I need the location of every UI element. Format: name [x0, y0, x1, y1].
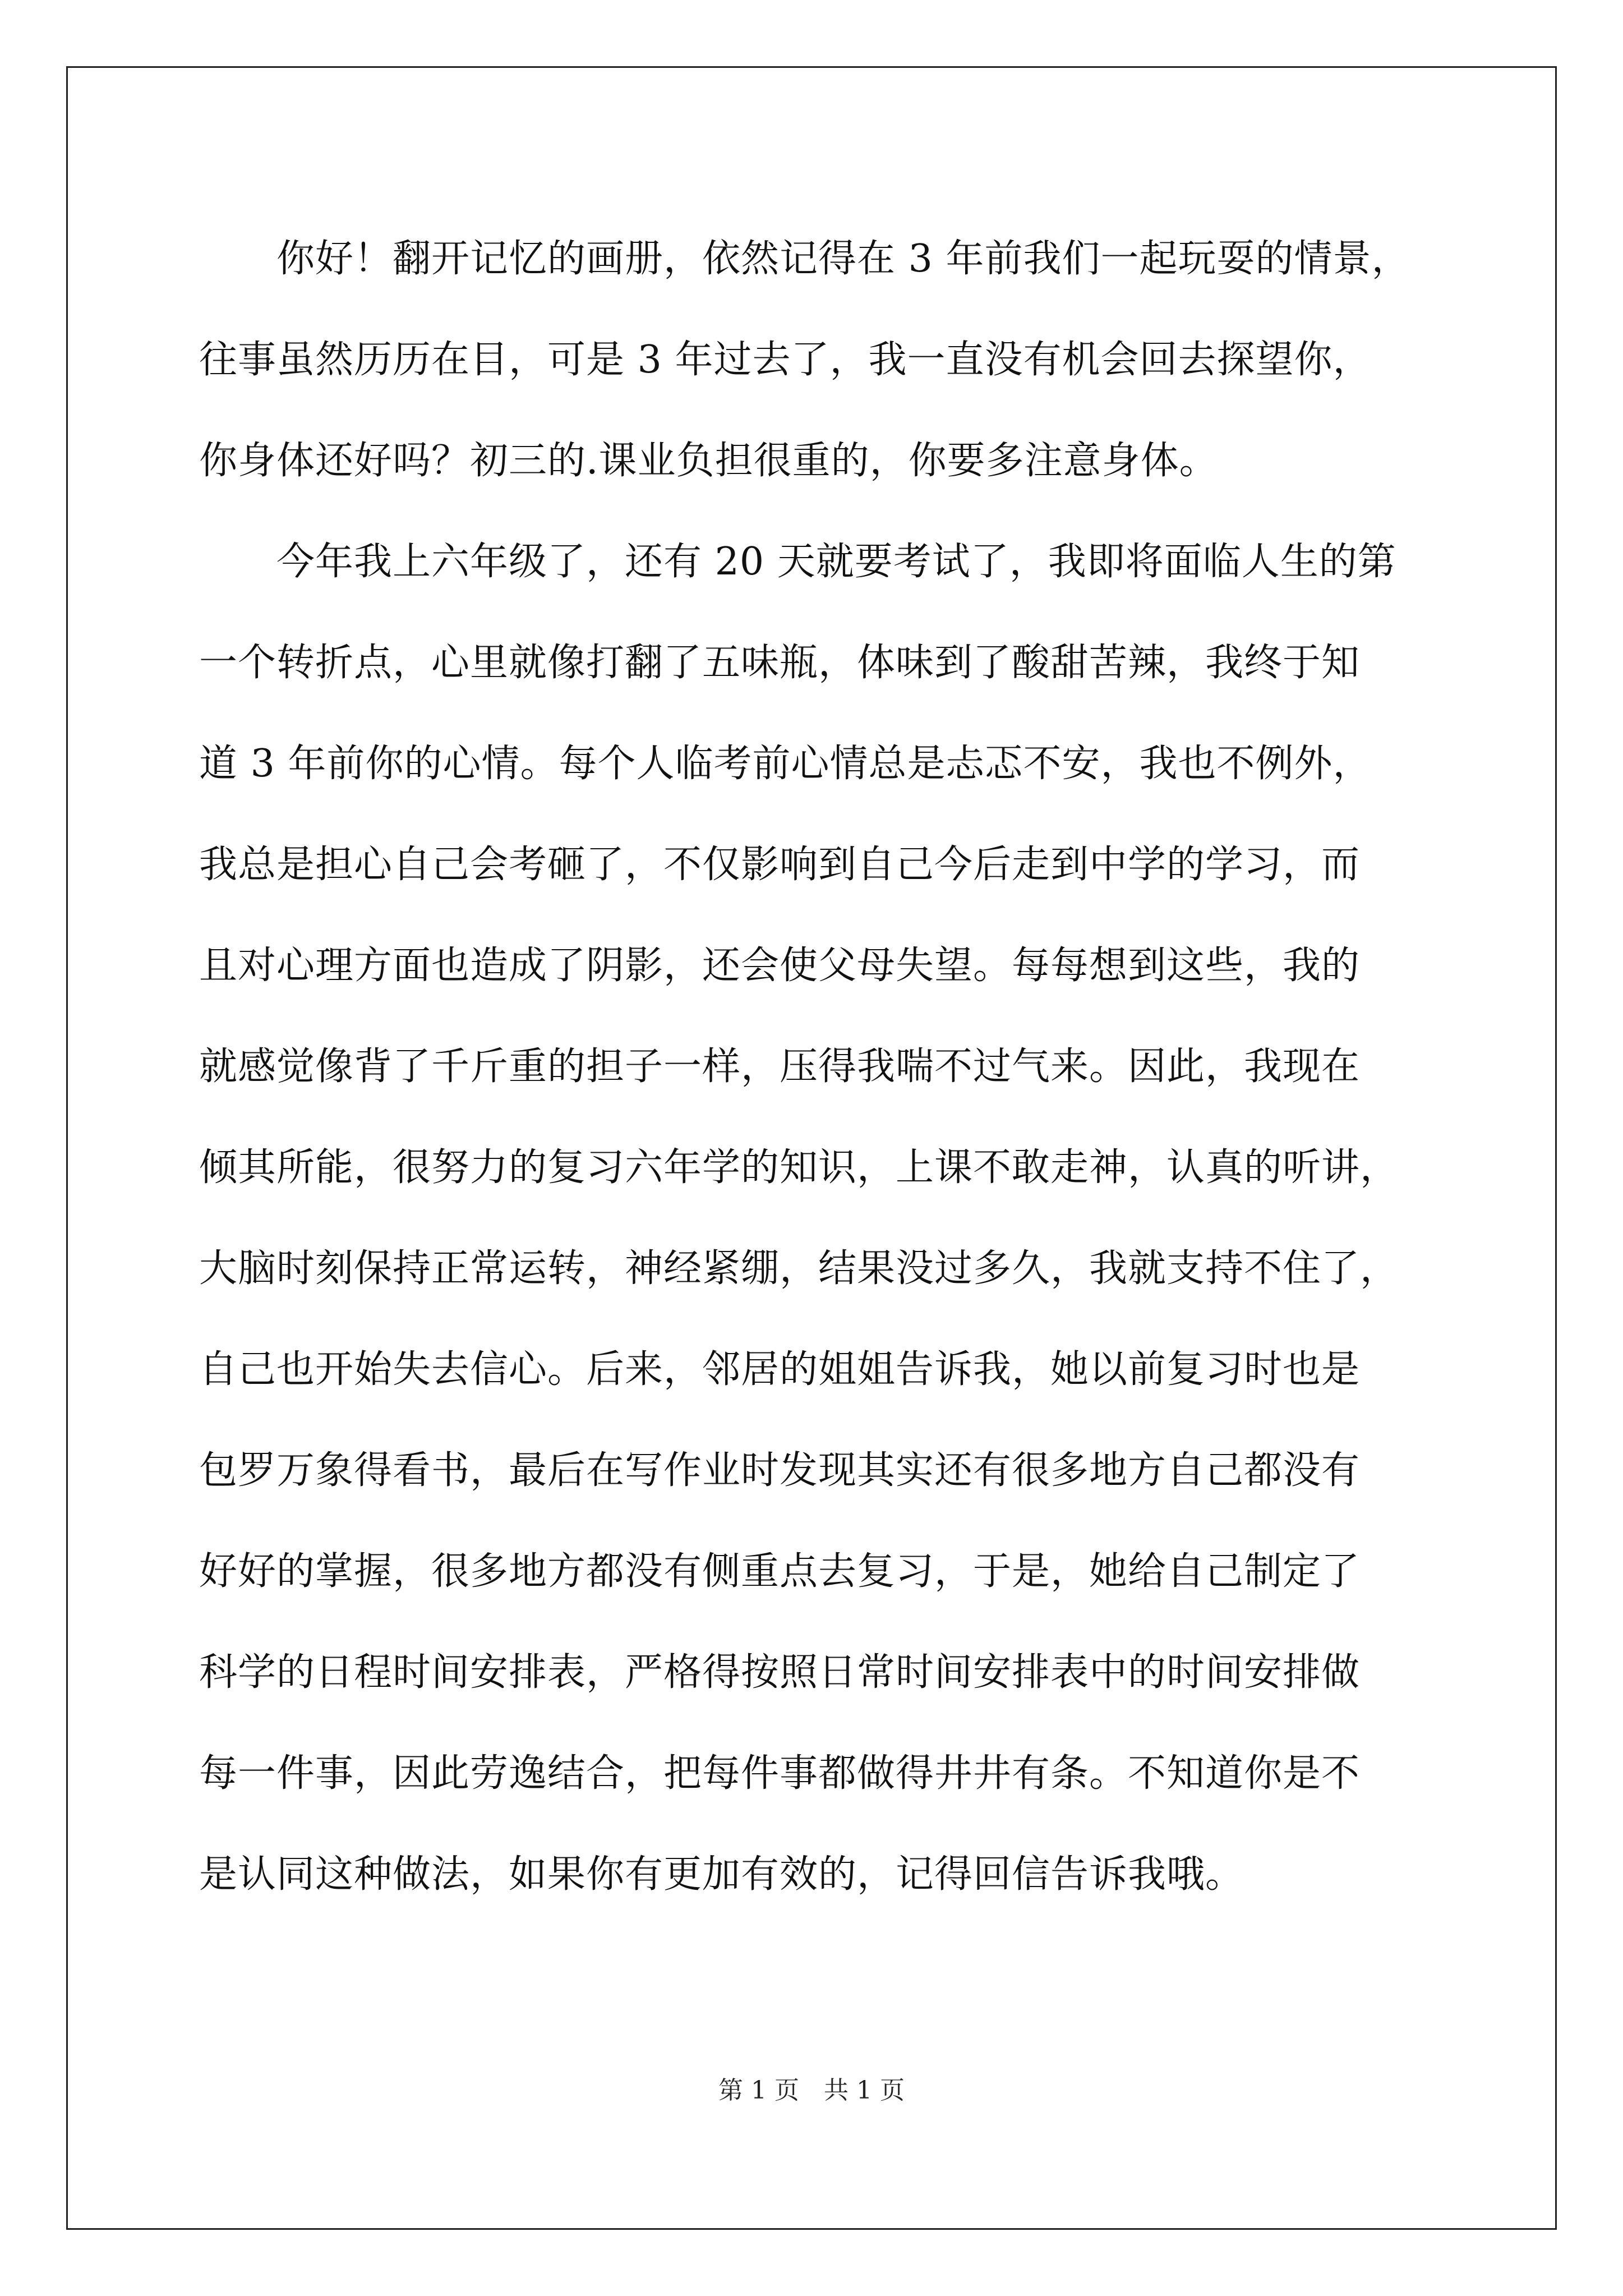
text-line: 包罗万象得看书，最后在写作业时发现其实还有很多地方自己都没有 — [199, 1448, 1361, 1493]
text-line: 我总是担心自己会考砸了，不仅影响到自己今后走到中学的学习，而 — [199, 843, 1361, 887]
text-line: 是认同这种做法，如果你有更加有效的，记得回信告诉我哦。 — [199, 1852, 1244, 1897]
text-line: 每一件事，因此劳逸结合，把每件事都做得井井有条。不知道你是不 — [199, 1751, 1361, 1796]
text-line: 你好！翻开记忆的画册，依然记得在 3 年前我们一起玩耍的情景， — [199, 237, 1410, 281]
text-line: 倾其所能，很努力的复习六年学的知识，上课不敢走神，认真的听讲， — [199, 1145, 1399, 1190]
text-line: 大脑时刻保持正常运转，神经紧绷，结果没过多久，我就支持不住了， — [199, 1246, 1399, 1291]
text-line: 就感觉像背了千斤重的担子一样，压得我喘不过气来。因此，我现在 — [199, 1045, 1361, 1089]
text-line: 自己也开始失去信心。后来，邻居的姐姐告诉我，她以前复习时也是 — [199, 1347, 1361, 1392]
text-line: 且对心理方面也造成了阴影，还会使父母失望。每每想到这些，我的 — [199, 944, 1361, 988]
letter-body — [199, 209, 1433, 1925]
page-number-footer: 第 1 页 共 1 页 — [718, 2076, 905, 2105]
text-line: 好好的掌握，很多地方都没有侧重点去复习，于是，她给自己制定了 — [199, 1549, 1361, 1594]
text-line: 一个转折点，心里就像打翻了五味瓶，体味到了酸甜苦辣，我终于知 — [199, 641, 1361, 685]
text-line: 今年我上六年级了，还有 20 天就要考试了，我即将面临人生的第 — [199, 540, 1396, 584]
text-line: 道 3 年前你的心情。每个人临考前心情总是忐忑不安，我也不例外， — [199, 742, 1372, 786]
text-line: 往事虽然历历在目，可是 3 年过去了，我一直没有机会回去探望你， — [199, 338, 1372, 382]
text-line: 科学的日程时间安排表，严格得按照日常时间安排表中的时间安排做 — [199, 1650, 1361, 1695]
text-line: 你身体还好吗？初三的.课业负担很重的，你要多注意身体。 — [199, 439, 1218, 483]
